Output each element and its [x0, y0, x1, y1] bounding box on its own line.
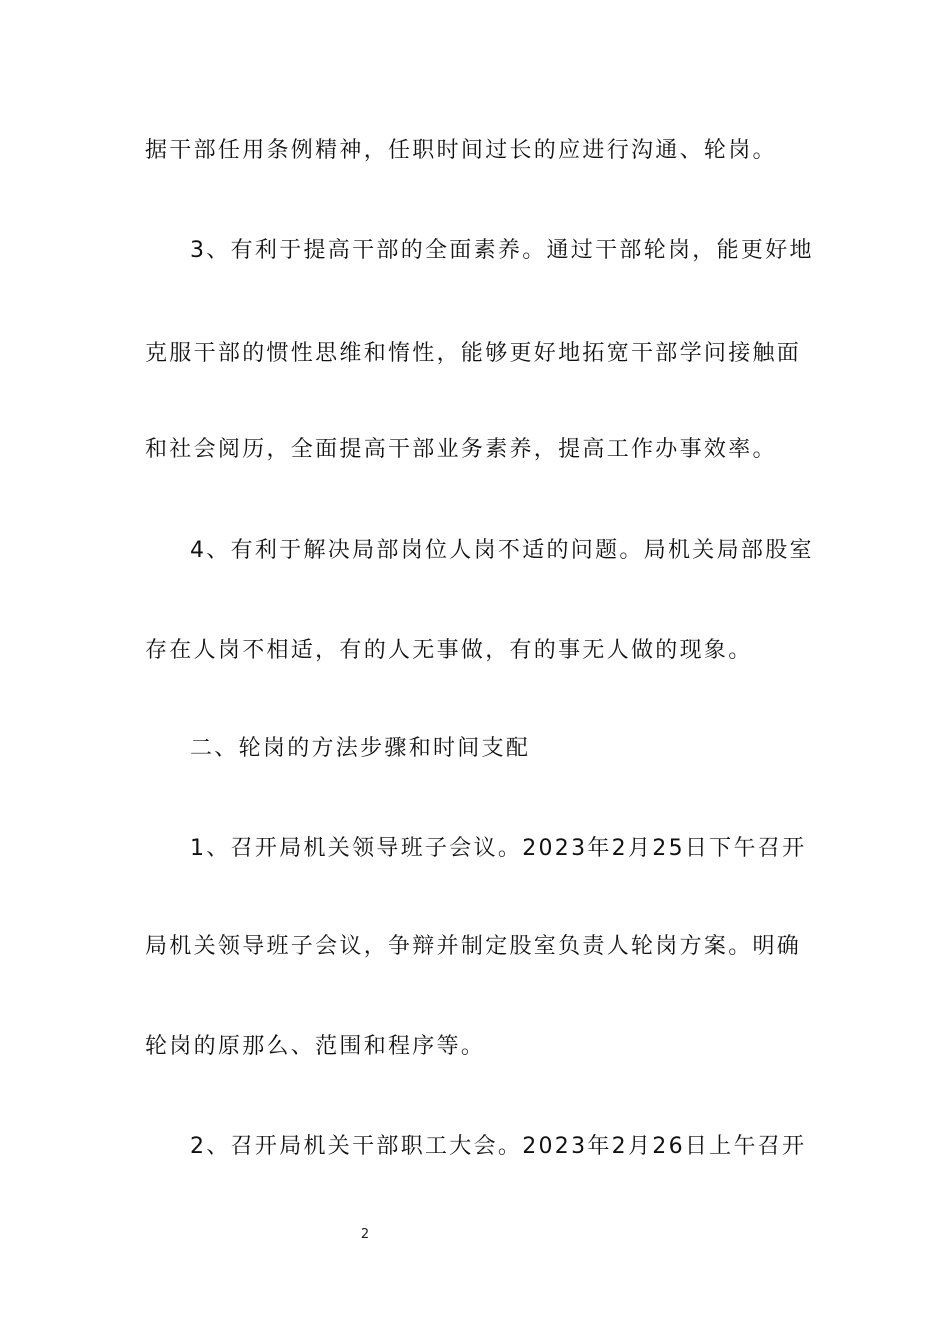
paragraph-line-3: 克服干部的惯性思维和惰性，能够更好地拓宽干部学问接触面 [145, 341, 802, 366]
paragraph-line-5: 4、有利于解决局部岗位人岗不适的问题。局机关局部股室 [190, 538, 814, 563]
paragraph-line-1: 据干部任用条例精神，任职时间过长的应进行沟通、轮岗。 [145, 138, 777, 163]
paragraph-line-10: 轮岗的原那么、范围和程序等。 [145, 1034, 486, 1059]
page-number: 2 [360, 1227, 370, 1242]
paragraph-line-11: 2、召开局机关干部职工大会。2023年2月26日上午召开 [190, 1134, 807, 1159]
section-heading: 二、轮岗的方法步骤和时间支配 [190, 736, 531, 761]
paragraph-line-8: 1、召开局机关领导班子会议。2023年2月25日下午召开 [190, 836, 807, 861]
paragraph-line-4: 和社会阅历，全面提高干部业务素养，提高工作办事效率。 [145, 437, 777, 462]
paragraph-line-9: 局机关领导班子会议，争辩并制定股室负责人轮岗方案。明确 [145, 934, 802, 959]
paragraph-line-6: 存在人岗不相适，有的人无事做，有的事无人做的现象。 [145, 638, 753, 663]
paragraph-line-2: 3、有利于提高干部的全面素养。通过干部轮岗，能更好地 [190, 238, 814, 263]
